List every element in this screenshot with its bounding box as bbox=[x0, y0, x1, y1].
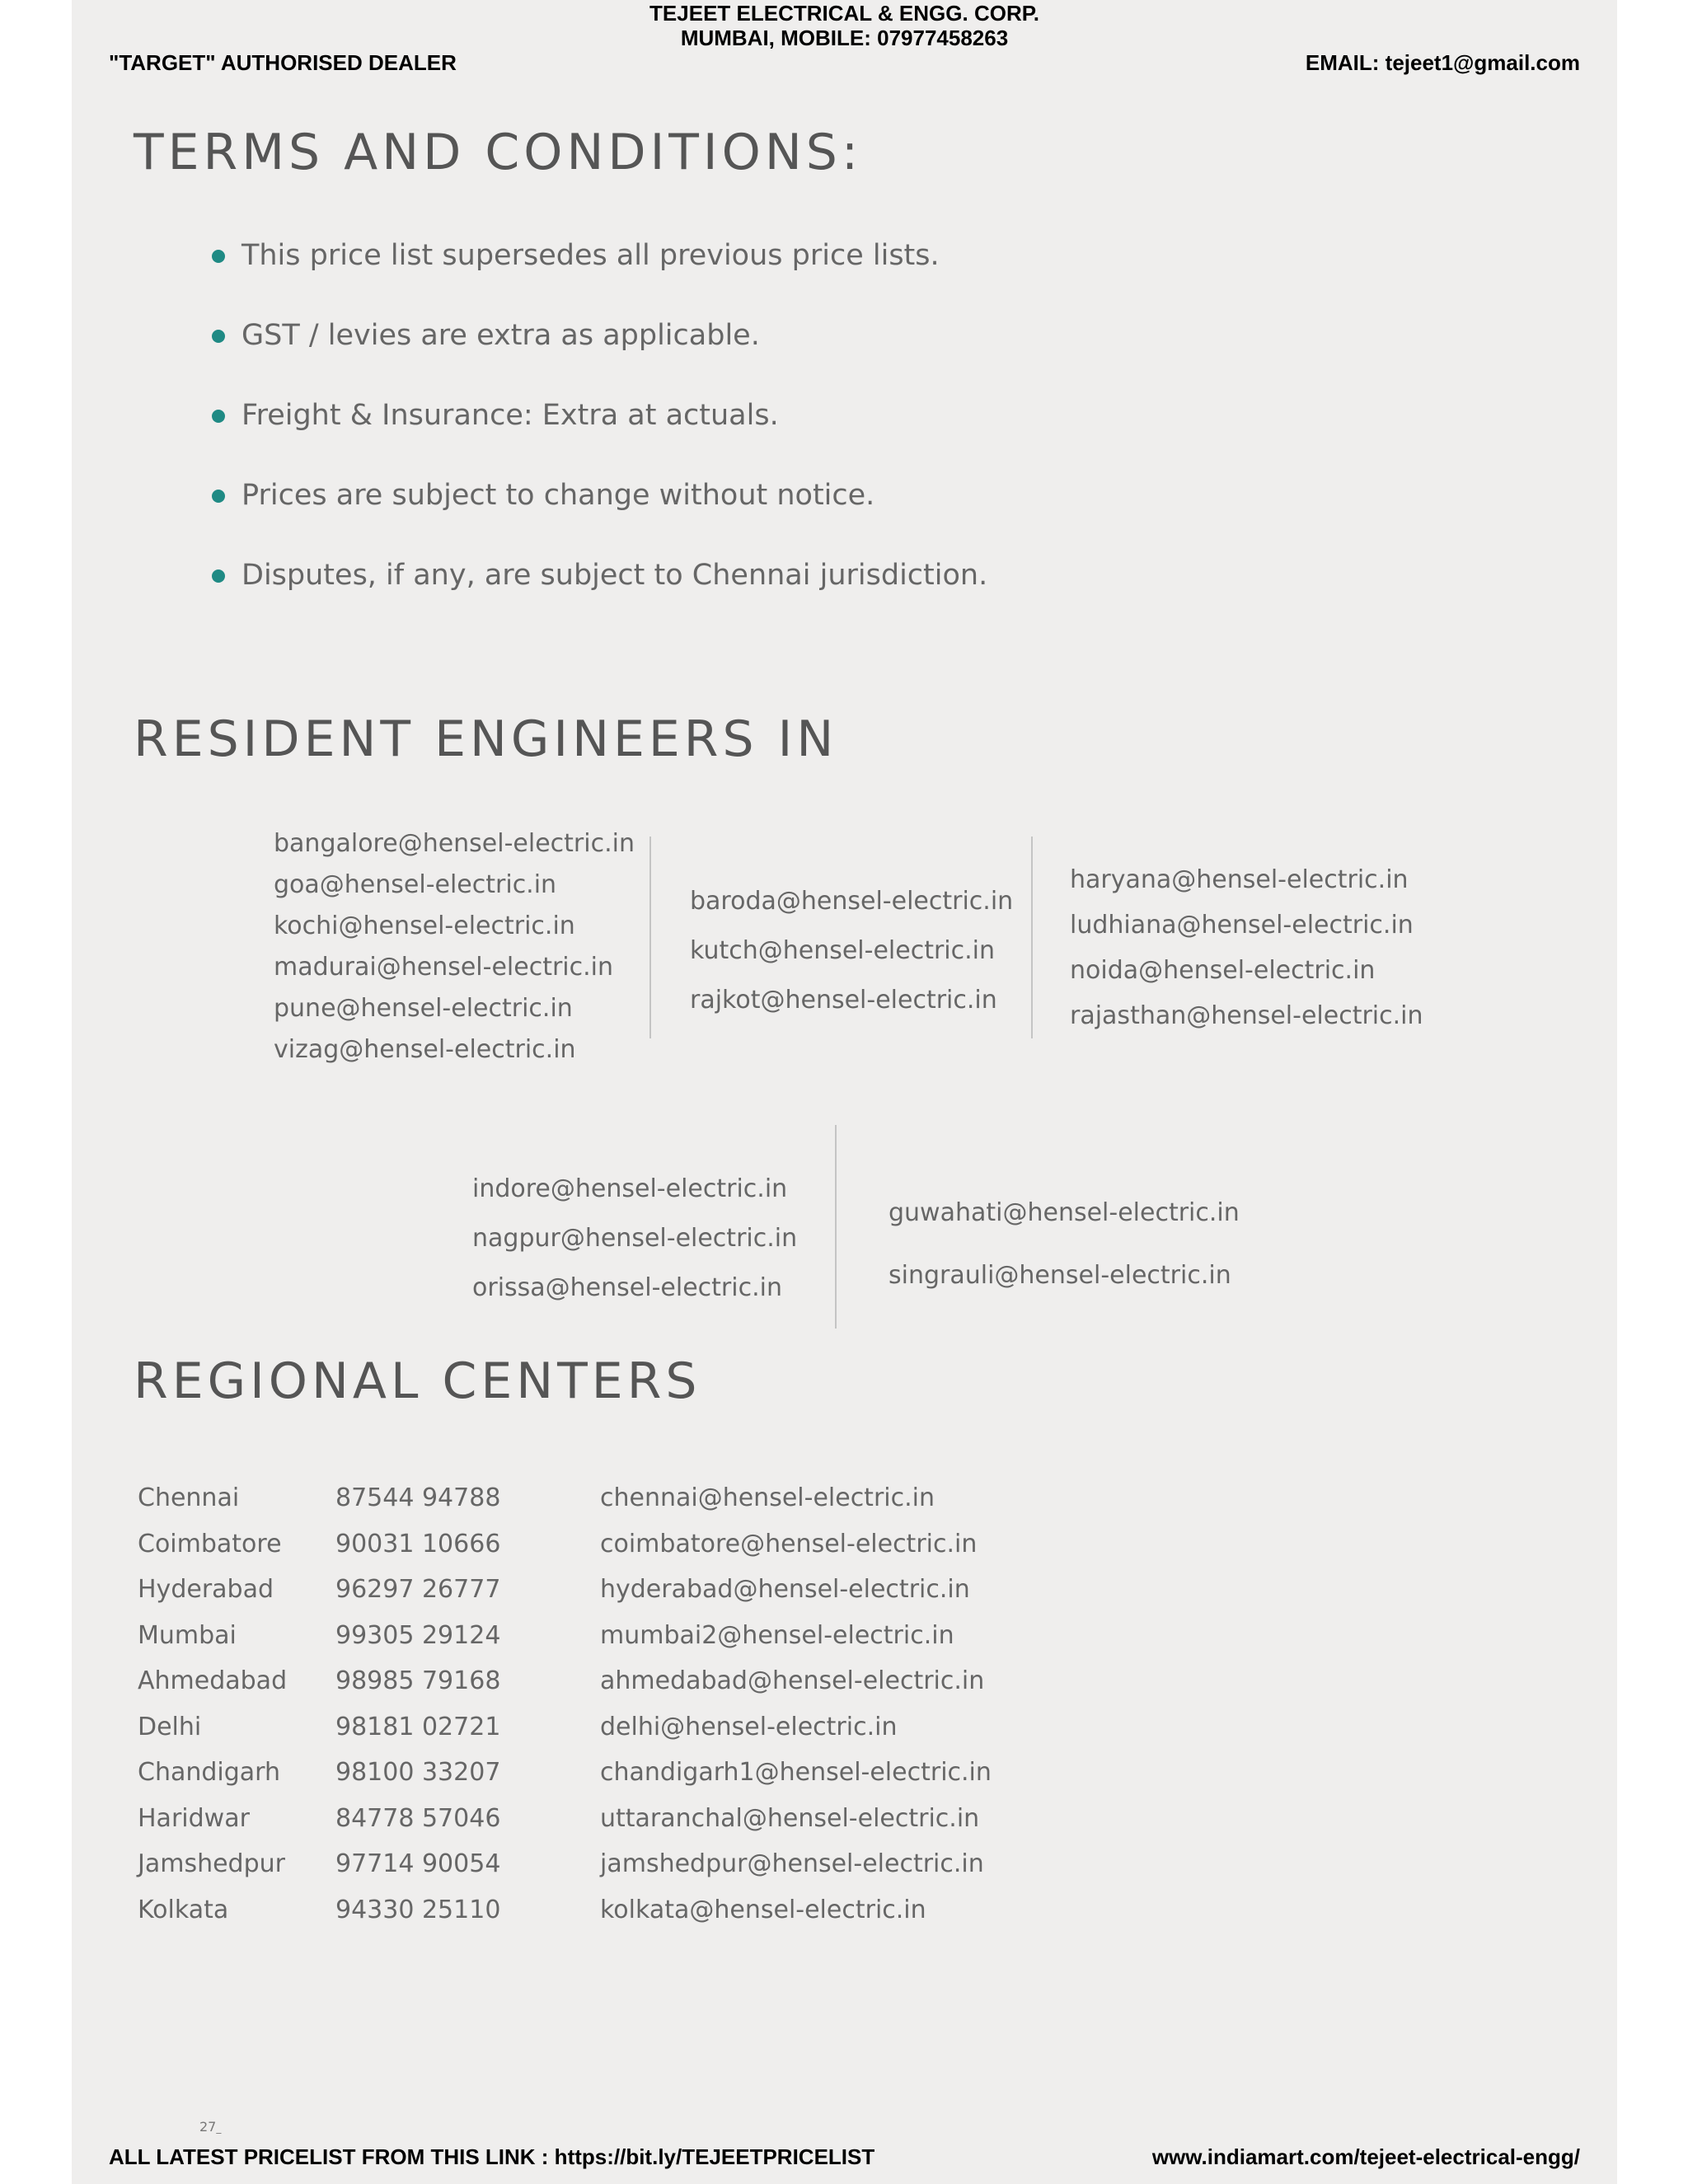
engineer-email-link[interactable]: baroda@hensel-electric.in bbox=[690, 887, 1014, 916]
city-name: Chandigarh bbox=[138, 1758, 280, 1787]
engineer-email-link[interactable]: pune@hensel-electric.in bbox=[274, 994, 573, 1023]
engineer-email-link[interactable]: orissa@hensel-electric.in bbox=[472, 1273, 782, 1302]
engineers-group-3 bbox=[1070, 857, 1423, 1038]
regional-email-link[interactable]: mumbai2@hensel-electric.in bbox=[600, 1620, 954, 1650]
phone-number: 87544 94788 bbox=[335, 1483, 501, 1512]
bullet-icon bbox=[212, 490, 225, 503]
city-name: Delhi bbox=[138, 1712, 202, 1741]
header-email: EMAIL: tejeet1@gmail.com bbox=[1305, 50, 1580, 75]
terms-item: GST / levies are extra as applicable. bbox=[212, 311, 987, 391]
website-link[interactable]: www.indiamart.com/tejeet-electrical-engg/ bbox=[1151, 2144, 1580, 2169]
engineer-email-link[interactable]: goa@hensel-electric.in bbox=[274, 870, 557, 899]
engineer-email-link[interactable]: vizag@hensel-electric.in bbox=[274, 1035, 576, 1064]
bullet-icon bbox=[212, 410, 225, 423]
city-name: Chennai bbox=[138, 1483, 240, 1512]
phone-number: 90031 10666 bbox=[335, 1529, 501, 1558]
phone-number: 98181 02721 bbox=[335, 1712, 501, 1741]
engineer-email-link[interactable]: madurai@hensel-electric.in bbox=[274, 953, 614, 982]
page-number: 27_ bbox=[199, 2119, 222, 2135]
column-divider bbox=[649, 837, 651, 1038]
engineers-group-2 bbox=[690, 877, 1013, 1025]
regional-email-link[interactable]: chandigarh1@hensel-electric.in bbox=[600, 1758, 992, 1787]
city-name: Kolkata bbox=[138, 1895, 229, 1924]
phone-number: 84778 57046 bbox=[335, 1803, 501, 1833]
regional-title: REGIONAL CENTERS bbox=[134, 1352, 701, 1410]
terms-item: Disputes, if any, are subject to Chennai jurisdiction. bbox=[212, 551, 987, 630]
city-name: Jamshedpur bbox=[138, 1849, 285, 1878]
terms-item: Prices are subject to change without notice. bbox=[212, 471, 987, 551]
regional-email-link[interactable]: jamshedpur@hensel-electric.in bbox=[600, 1849, 984, 1878]
regional-email-link[interactable]: coimbatore@hensel-electric.in bbox=[600, 1529, 978, 1558]
phone-number: 96297 26777 bbox=[335, 1575, 501, 1604]
bullet-icon bbox=[212, 250, 225, 263]
dealer-label: "TARGET" AUTHORISED DEALER bbox=[109, 50, 457, 75]
city-name: Ahmedabad bbox=[138, 1666, 288, 1695]
engineer-email-link[interactable]: ludhiana@hensel-electric.in bbox=[1070, 911, 1414, 940]
phone-number: 98100 33207 bbox=[335, 1758, 501, 1787]
document-page bbox=[72, 0, 1617, 2184]
regional-email-link[interactable]: kolkata@hensel-electric.in bbox=[600, 1895, 926, 1924]
phone-number: 98985 79168 bbox=[335, 1666, 501, 1695]
phone-number: 99305 29124 bbox=[335, 1620, 501, 1650]
engineer-email-link[interactable]: kutch@hensel-electric.in bbox=[690, 936, 996, 965]
company-contact: MUMBAI, MOBILE: 07977458263 bbox=[680, 26, 1009, 50]
pricelist-link[interactable]: ALL LATEST PRICELIST FROM THIS LINK : https://bit.ly/TEJEETPRICELIST bbox=[109, 2144, 875, 2169]
engineer-email-link[interactable]: noida@hensel-electric.in bbox=[1070, 956, 1376, 985]
engineer-email-link[interactable]: rajkot@hensel-electric.in bbox=[690, 986, 997, 1015]
engineer-email-link[interactable]: rajasthan@hensel-electric.in bbox=[1070, 1001, 1423, 1030]
company-name: TEJEET ELECTRICAL & ENGG. CORP. bbox=[649, 1, 1039, 26]
bullet-icon bbox=[212, 569, 225, 583]
engineer-email-link[interactable]: indore@hensel-electric.in bbox=[472, 1174, 788, 1203]
engineer-email-link[interactable]: kochi@hensel-electric.in bbox=[274, 912, 575, 940]
bullet-icon bbox=[212, 330, 225, 343]
regional-email-link[interactable]: delhi@hensel-electric.in bbox=[600, 1712, 898, 1741]
phone-number: 97714 90054 bbox=[335, 1849, 501, 1878]
engineer-email-link[interactable]: nagpur@hensel-electric.in bbox=[472, 1224, 798, 1253]
engineer-email-link[interactable]: haryana@hensel-electric.in bbox=[1070, 865, 1409, 894]
regional-email-link[interactable]: uttaranchal@hensel-electric.in bbox=[600, 1803, 980, 1833]
engineer-email-link[interactable]: bangalore@hensel-electric.in bbox=[274, 829, 635, 858]
regional-email-link[interactable]: chennai@hensel-electric.in bbox=[600, 1483, 935, 1512]
engineers-group-5 bbox=[889, 1182, 1240, 1307]
engineers-group-1 bbox=[274, 823, 635, 1071]
phone-number: 94330 25110 bbox=[335, 1895, 501, 1924]
engineer-email-link[interactable]: guwahati@hensel-electric.in bbox=[889, 1198, 1240, 1227]
engineers-group-4 bbox=[472, 1165, 797, 1313]
terms-item: Freight & Insurance: Extra at actuals. bbox=[212, 391, 987, 471]
regional-cities bbox=[138, 1475, 287, 1933]
column-divider bbox=[835, 1125, 837, 1329]
engineer-email-link[interactable]: singrauli@hensel-electric.in bbox=[889, 1261, 1231, 1290]
terms-list bbox=[212, 231, 987, 630]
regional-email-link[interactable]: ahmedabad@hensel-electric.in bbox=[600, 1666, 985, 1695]
regional-emails bbox=[600, 1475, 992, 1933]
city-name: Coimbatore bbox=[138, 1529, 282, 1558]
column-divider bbox=[1031, 837, 1033, 1038]
terms-title: TERMS AND CONDITIONS: bbox=[134, 124, 863, 181]
terms-item: This price list supersedes all previous price lists. bbox=[212, 231, 987, 311]
engineers-title: RESIDENT ENGINEERS IN bbox=[134, 710, 838, 768]
city-name: Hyderabad bbox=[138, 1575, 274, 1604]
city-name: Haridwar bbox=[138, 1803, 250, 1833]
city-name: Mumbai bbox=[138, 1620, 237, 1650]
regional-email-link[interactable]: hyderabad@hensel-electric.in bbox=[600, 1575, 970, 1604]
regional-phones bbox=[335, 1475, 500, 1933]
